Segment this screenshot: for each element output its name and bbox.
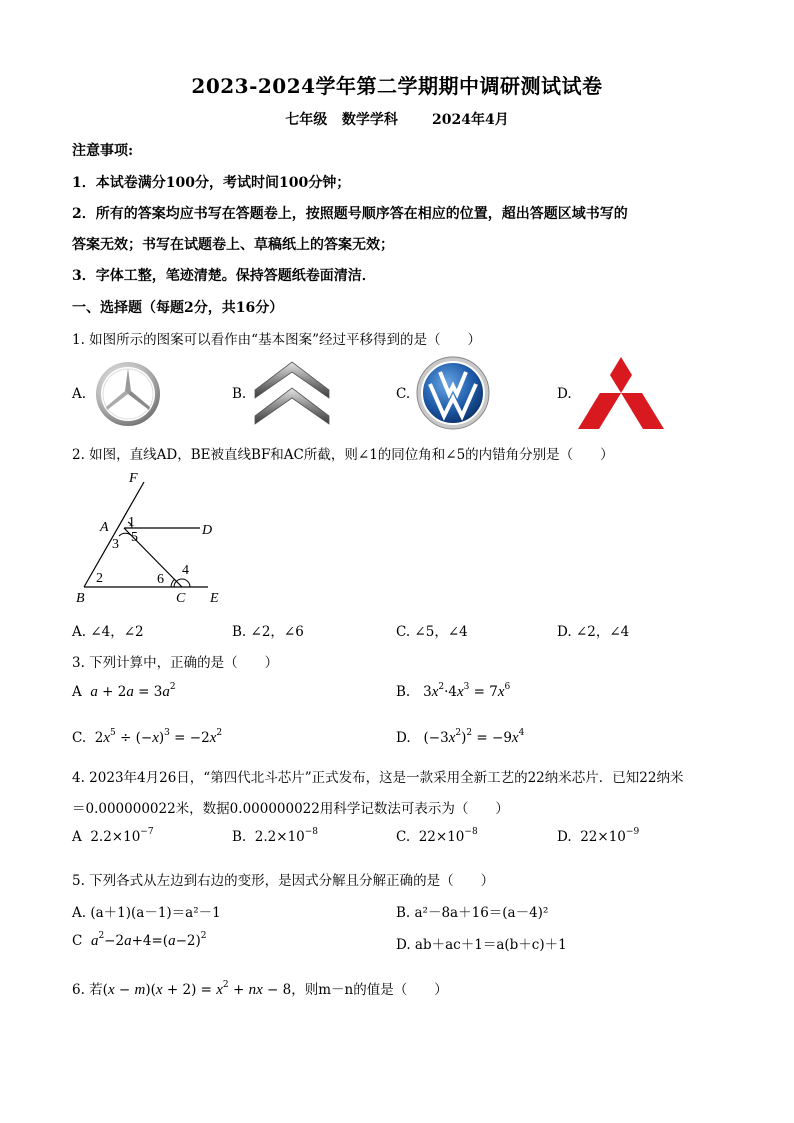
label-a: A: [100, 520, 109, 535]
label-angle-4: 4: [182, 563, 189, 578]
q4-option-d: D. $22\times 10^{-9}$: [557, 827, 640, 845]
q5-option-c: C $a^2-2a+4=(a-2)^2$: [72, 931, 207, 949]
q2-stem: 2. 如图，直线AD，BE被直线BF和AC所截，则∠1的同位角和∠5的内错角分别是（ ）: [72, 447, 614, 463]
exam-title: 2023-2024学年第二学期期中调研测试试卷: [191, 74, 603, 98]
grade-label: 七年级: [285, 112, 328, 128]
option-letter: A: [72, 684, 82, 700]
q6-prefix: 6. 若: [72, 982, 103, 998]
option-letter: B.: [232, 829, 247, 845]
q4-stem-line1: 4. 2023年4月26日，“第四代北斗芯片”正式发布，这是一款采用全新工艺的22纳米芯片．已知22纳米: [72, 770, 684, 786]
q5-stem: 5. 下列各式从左边到右边的变形，是因式分解且分解正确的是（ ）: [72, 873, 495, 889]
q6-stem: 6. 若$(x - m)(x + 2) = x^2$ + nx − 8，则m－n的值是（ ）: [72, 980, 448, 998]
label-c: C: [176, 591, 186, 606]
label-f: F: [129, 471, 138, 486]
label-angle-5: 5: [131, 530, 138, 545]
q5-option-d: D. ab＋ac＋1＝a(b＋c)＋1: [396, 937, 567, 953]
q1-option-d: D.: [557, 386, 572, 402]
q2-option-a: A. ∠4，∠2: [72, 624, 144, 640]
exam-subtitle: [0, 109, 794, 129]
q4-option-a: A $2.2\times 10^{-7}$: [72, 827, 154, 845]
note-item: 1．本试卷满分100分，考试时间100分钟；: [72, 175, 351, 191]
option-letter: D.: [396, 730, 411, 746]
q1-option-a: A.: [72, 386, 87, 402]
q1-stem: 1. 如图所示的图案可以看作由“基本图案”经过平移得到的是（ ）: [72, 332, 481, 348]
volkswagen-logo: [416, 356, 490, 430]
q5-option-b: B. a²－8a＋16＝(a－4)²: [396, 905, 549, 921]
date-label: 2024年4月: [432, 112, 509, 128]
subject-label: 数学学科: [341, 112, 398, 128]
option-letter: B.: [396, 684, 411, 700]
section-heading: 一、选择题（每题2分，共16分）: [72, 300, 284, 316]
q1-option-b: B.: [232, 386, 247, 402]
option-letter: C.: [396, 829, 411, 845]
label-d: D: [202, 523, 213, 538]
q3-option-b: B. $3x^2\cdot 4x^3 = 7x^6$: [396, 682, 511, 700]
notes-heading: 注意事项:: [72, 143, 134, 159]
label-angle-3: 3: [112, 537, 119, 552]
angle-diagram: [72, 470, 232, 610]
q2-option-d: D. ∠2，∠4: [557, 624, 630, 640]
q4-stem-line2: ＝0.000000022米，数据0.000000022用科学记数法可表示为（ ）: [72, 801, 509, 817]
q2-option-c: C. ∠5，∠4: [396, 624, 468, 640]
note-item: 2．所有的答案均应书写在答题卷上，按照题号顺序答在相应的位置，超出答题区域书写的: [72, 206, 628, 222]
q3-option-a: A $a + 2a = 3a^2$: [72, 682, 176, 700]
label-angle-6: 6: [157, 572, 164, 587]
q3-option-d: D. $(-3x^2)^2 = -9x^4$: [396, 728, 525, 746]
option-letter: A: [72, 829, 82, 845]
label-angle-1: 1: [128, 515, 135, 530]
q3-option-c: C. $2x^5 \div (-x)^3 = -2x^2$: [72, 728, 223, 746]
label-e: E: [210, 591, 219, 606]
label-b: B: [76, 591, 85, 606]
mitsubishi-logo: [578, 356, 664, 430]
option-letter: C: [72, 933, 83, 949]
option-letter: D.: [557, 829, 572, 845]
note-item: 答案无效；书写在试题卷上、草稿纸上的答案无效；: [72, 237, 394, 253]
q5-option-a: A. (a＋1)(a－1)＝a²－1: [72, 905, 221, 921]
option-letter: C.: [72, 730, 87, 746]
mercedes-logo: [92, 360, 164, 428]
q1-option-c: C.: [396, 386, 411, 402]
q2-option-b: B. ∠2，∠6: [232, 624, 304, 640]
q3-stem: 3. 下列计算中，正确的是（ ）: [72, 655, 279, 671]
q6-suffix: ，则m－n的值是（ ）: [291, 982, 448, 998]
q4-option-b: B. $2.2\times 10^{-8}$: [232, 827, 319, 845]
citroen-logo: [253, 358, 331, 428]
note-item: 3．字体工整，笔迹清楚。保持答题纸卷面清洁．: [72, 268, 376, 284]
label-angle-2: 2: [96, 571, 103, 586]
q4-option-c: C. $22\times 10^{-8}$: [396, 827, 478, 845]
